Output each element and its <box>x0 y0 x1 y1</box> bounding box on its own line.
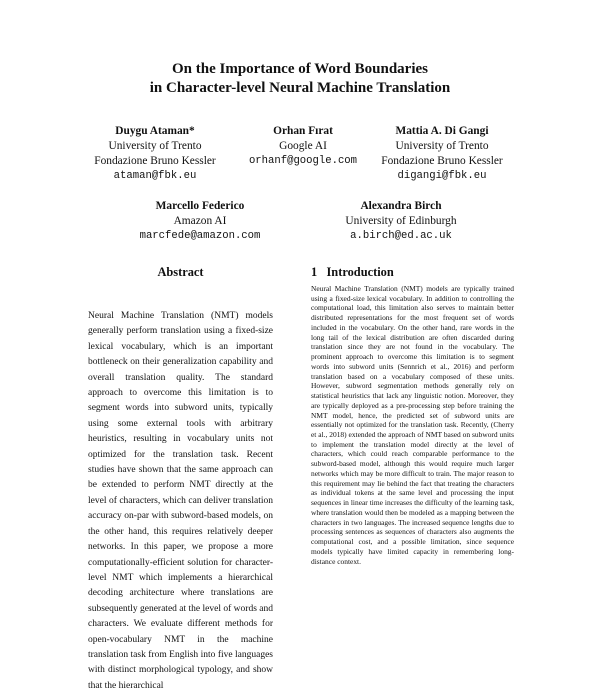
author-name: Duygu Ataman* <box>115 125 195 137</box>
author-affiliation: Amazon AI <box>173 215 227 227</box>
author-block-4 <box>125 199 275 244</box>
author-name: Marcello Federico <box>155 200 245 212</box>
author-affiliation-secondary: Fondazione Bruno Kessler <box>381 155 503 167</box>
author-email: a.birch@ed.ac.uk <box>350 230 452 242</box>
author-email: digangi@fbk.eu <box>397 170 487 182</box>
title-line-2: in Character-level Neural Machine Translation <box>149 80 451 96</box>
author-email: ataman@fbk.eu <box>113 170 197 182</box>
author-email: marcfede@amazon.com <box>139 230 261 242</box>
title-line-1: On the Importance of Word Boundaries <box>172 61 428 77</box>
author-name: Alexandra Birch <box>360 200 442 212</box>
author-block-2 <box>228 124 378 169</box>
abstract-body: Neural Machine Translation (NMT) models generally perform translation using a fixed-size lexical vocabulary, which is an important bottleneck on their generalization capability and overall translation quality. The standard approach to overcome this limitation is to segment words into subword units, typically using some external tools with arbitrary heuristics, resulting in vocabulary units not optimized for the translation task. Recent studies have shown that the same approach can be extended to perform NMT directly at the level of characters, which can deliver translation accuracy on-par with subword-based models, on the other hand, this requires relatively deeper networks. In this paper, we propose a more computationally-efficient solution for character-level NMT which implements a hierarchical decoding architecture where translations are subsequently generated at the level of words and characters. We evaluate different methods for open-vocabulary NMT in the machine translation task from English into five languages with distinct morphological typology, and show that the hierarchical <box>88 311 273 691</box>
paper-title <box>0 60 600 98</box>
author-affiliation: University of Trento <box>108 140 202 152</box>
author-name: Mattia A. Di Gangi <box>395 125 489 137</box>
author-affiliation-secondary: Fondazione Bruno Kessler <box>94 155 216 167</box>
author-block-3 <box>367 124 517 184</box>
author-affiliation: Google AI <box>279 140 327 152</box>
author-email: orhanf@google.com <box>248 155 358 167</box>
author-affiliation: University of Edinburgh <box>345 215 457 227</box>
author-name: Orhan Fırat <box>273 125 333 137</box>
author-affiliation: University of Trento <box>395 140 489 152</box>
author-block-1 <box>80 124 230 184</box>
author-block-5 <box>326 199 476 244</box>
abstract-heading: Abstract <box>157 265 204 279</box>
introduction-heading: 1 Introduction <box>311 265 394 279</box>
introduction-body: Neural Machine Translation (NMT) models are typically trained using a fixed-size lexical vocabulary. In addition to controlling the computational load, this limitation also serves to maintain better distributed representations for the most frequent set of words included in the vocabulary. On the other hand, rare words in the long tail of the lexical distribution are often discarded during translation since they are not found in the vocabulary. The prominent approach to overcome this limitation is to segment words into subword units (Sennrich et al., 2016) and perform translation based on a vocabulary composed of these units. However, subword segmentation methods generally rely on statistical heuristics that lack any linguistic notion. Moreover, they are typically deployed as a pre-processing step before training the NMT model, hence, the predicted set of subword units are essentially not optimized for the translation task. Recently, (Cherry et al., 2018) extended the approach of NMT based on subword units to implement the translation model directly at the level of characters, which could reach comparable performance to the subword-based model, although this would require much larger networks which may be more difficult to train. The major reason to this requirement may lie behind the fact that treating the characters as individual tokens at the same level and processing the input sequences in linear time increases the difficulty of the learning task, where translation would then be modeled as a mapping between the characters in two languages. The increased sequence lengths due to processing sentences as sequences of characters also augments the computational cost, and a possible limitation, since sequence models typically have limited capacity in remembering long-distance context. <box>311 284 514 566</box>
